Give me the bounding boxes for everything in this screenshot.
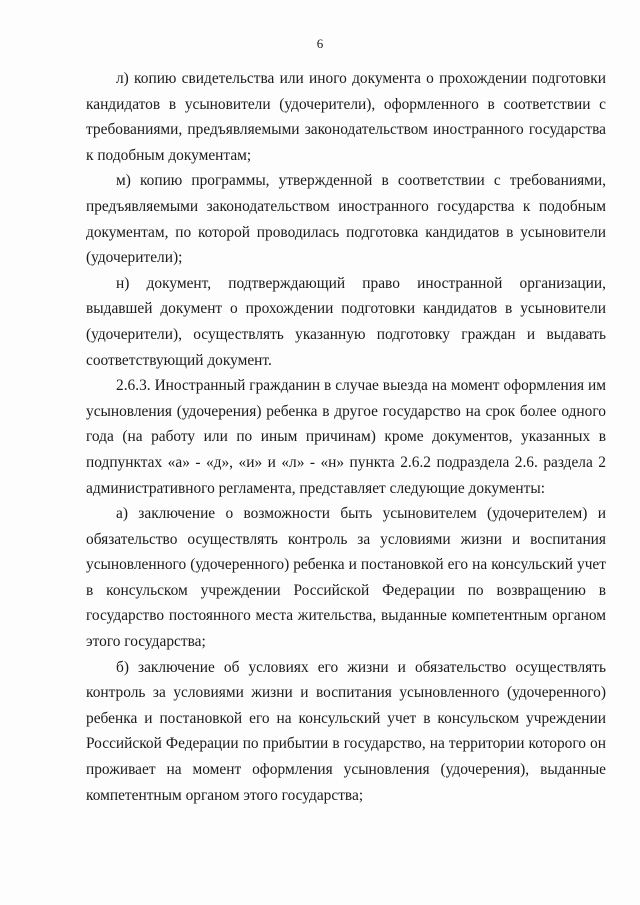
document-body bbox=[86, 66, 606, 808]
paragraph-n: н) документ, подтверждающий право иностранной организации, выдавшей документ о прохождении подготовки кандидатов в усыновители (удочерители), осуществлять указанную подготовку граждан и выдавать соответствующий документ. bbox=[86, 274, 606, 369]
paragraph-m: м) копию программы, утвержденной в соответствии с требованиями, предъявляемыми законодательством иностранного государства к подобным документам, по которой проводилась подготовка кандидатов в усыновители (удочерители); bbox=[86, 172, 606, 267]
paragraph-a: а) заключение о возможности быть усыновителем (удочерителем) и обязательство осуществлять контроль за условиями жизни и воспитания усыновленного (удочеренного) ребенка и постановкой его на консульский учет в консульском учреждении Российской Федерации по возвращению в государство постоянного места жительства, выданные компетентным органом этого государства; bbox=[86, 505, 606, 651]
page-number: 6 bbox=[316, 36, 324, 51]
paragraph-2-6-3: 2.6.3. Иностранный гражданин в случае выезда на момент оформления им усыновления (удочерения) ребенка в другое государство на срок более одного года (на работу или по иным причинам) кроме документов, указанных в подпунктах «а» - «д», «и» и «л» - «н» пункта 2.6.2 подраздела 2.6. раздела 2 административного регламента, представляет следующие документы: bbox=[86, 377, 606, 497]
paragraph-l: л) копию свидетельства или иного документа о прохождении подготовки кандидатов в усыновители (удочерители), оформленного в соответствии с требованиями, предъявляемыми законодательством иностранного государства к подобным документам; bbox=[86, 70, 606, 164]
paragraph-b: б) заключение об условиях его жизни и обязательство осуществлять контроль за условиями жизни и воспитания усыновленного (удочеренного) ребенка и постановкой его на консульский учет в консульском учреждении Российской Федерации по прибытии в государство, на территории которого он проживает на момент оформления усыновления (удочерения), выданные компетентным органом этого государства; bbox=[86, 658, 606, 804]
